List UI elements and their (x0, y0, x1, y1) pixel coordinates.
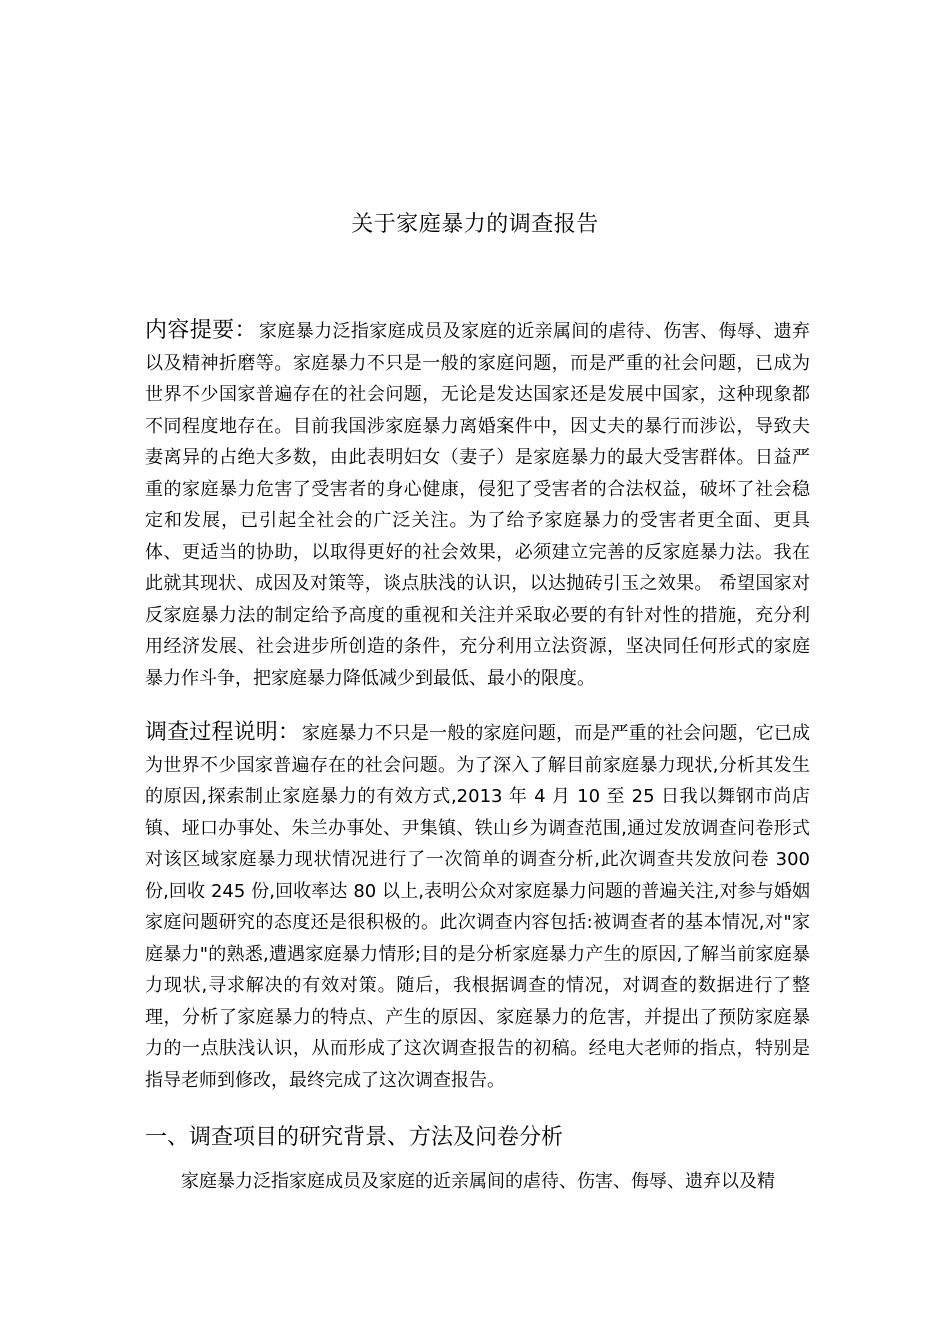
section-1-text: 家庭暴力泛指家庭成员及家庭的近亲属间的虐待、伤害、侮辱、遗弃以及精 (181, 1171, 775, 1192)
abstract-paragraph (145, 315, 810, 694)
process-paragraph (145, 717, 810, 1096)
document-title: 关于家庭暴力的调查报告 (351, 212, 599, 237)
abstract-text: 家庭暴力泛指家庭成员及家庭的近亲属间的虐待、伤害、侮辱、遗弃以及精神折磨等。家庭暴力不只是一般的家庭问题，而是严重的社会问题，已成为世界不少国家普遍存在的社会问题，无论是发达国家还是发展中国家，这种现象都不同程度地存在。目前我国涉家庭暴力离婚案件中，因丈夫的暴行而涉讼，导致夫妻离异的占绝大多数，由此表明妇女（妻子）是家庭暴力的最大受害群体。日益严重的家庭暴力危害了受害者的身心健康，侵犯了受害者的合法权益，破坏了社会稳定和发展，已引起全社会的广泛关注。为了给予家庭暴力的受害者更全面、更具体、更适当的协助，以取得更好的社会效果，必须建立完善的反家庭暴力法。我在此就其现状、成因及对策等，谈点肤浅的认识，以达抛砖引玉之效果。 希望国家对反家庭暴力法的制定给予高度的重视和关注并采取必要的有针对性的措施，充分利用经济发展、社会进步所创造的条件，充分利用立法资源，坚决同任何形式的家庭暴力作斗争，把家庭暴力降低减少到最低、最小的限度。 (145, 321, 810, 689)
section-1-heading: 一、调查项目的研究背景、方法及问卷分析 (145, 1125, 564, 1150)
process-text: 家庭暴力不只是一般的家庭问题，而是严重的社会问题，它已成为世界不少国家普遍存在的社会问题。为了深入了解目前家庭暴力现状,分析其发生的原因,探索制止家庭暴力的有效方式,2013 年 4 月 10 至 25 日我以舞钢市尚店镇、垭口办事处、朱兰办事处、尹集镇、铁山乡为调查范围,通过发放调查问卷形式对该区域家庭暴力现状情况进行了一次简单的调查分析,此次调查共发放问卷 300 份,回收 245 份,回收率达 80 以上,表明公众对家庭暴力问题的普遍关注,对参与婚姻家庭问题研究的态度还是很积极的。此次调查内容包括:被调查者的基本情况,对"家庭暴力"的熟悉,遭遇家庭暴力情形;目的是分析家庭暴力产生的原因,了解当前家庭暴力现状,寻求解决的有效对策。随后，我根据调查的情况，对调查的数据进行了整理，分析了家庭暴力的特点、产生的原因、家庭暴力的危害，并提出了预防家庭暴力的一点肤浅认识，从而形成了这次调查报告的初稿。经电大老师的指点，特别是指导老师到修改，最终完成了这次调查报告。 (145, 723, 810, 1091)
process-label: 调查过程说明： (145, 720, 301, 745)
abstract-label: 内容提要： (145, 318, 257, 343)
